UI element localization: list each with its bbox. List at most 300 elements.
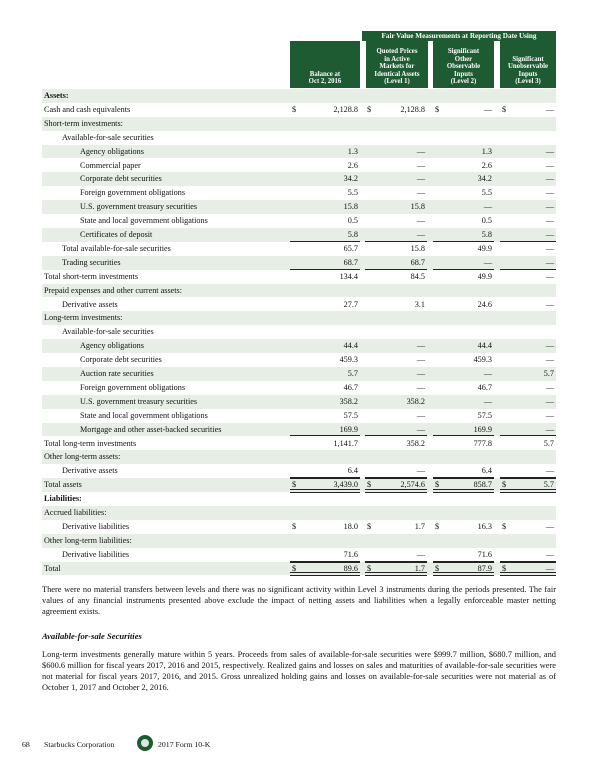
- table-row: [42, 117, 556, 131]
- level1-cell: [365, 145, 427, 159]
- cell-value: 858.7: [473, 480, 492, 490]
- row-label: Derivative assets: [62, 299, 118, 309]
- cell-value: —: [545, 424, 554, 434]
- level3-cell: [500, 89, 556, 103]
- balance-cell: [290, 395, 360, 409]
- currency-symbol: $: [292, 521, 297, 531]
- balance-cell: [290, 172, 360, 186]
- total-top-rule: [500, 478, 556, 479]
- balance-cell: [290, 534, 360, 548]
- total-double-rule: [290, 572, 360, 576]
- cell-value: —: [545, 382, 554, 392]
- level2-cell: [433, 145, 494, 159]
- currency-symbol: $: [502, 104, 507, 114]
- balance-column-header: Balance at Oct 2, 2016: [290, 41, 360, 88]
- level3-cell: [500, 325, 556, 339]
- level3-cell: [500, 242, 556, 256]
- cell-value: —: [545, 104, 554, 114]
- balance-cell: [290, 423, 360, 437]
- row-label: Mortgage and other asset-backed securities: [80, 424, 222, 434]
- cell-value: 5.7: [543, 480, 554, 490]
- table-row: [42, 492, 556, 506]
- row-label: Total assets: [44, 480, 82, 490]
- level3-cell: [500, 381, 556, 395]
- cell-value: 44.4: [343, 341, 358, 351]
- balance-cell: [290, 450, 360, 464]
- cell-value: 169.9: [339, 424, 358, 434]
- cell-value: 84.5: [410, 271, 425, 281]
- level1-cell: [365, 395, 427, 409]
- level1-cell: [365, 367, 427, 381]
- row-label: Short-term investments:: [44, 118, 123, 128]
- cell-value: 71.6: [343, 549, 358, 559]
- level1-cell: [365, 409, 427, 423]
- table-row: [42, 256, 556, 270]
- level2-column-header: Significant Other Observable Inputs (Level 2): [433, 41, 494, 88]
- row-label: Total available-for-sale securities: [62, 243, 171, 253]
- currency-symbol: $: [435, 563, 440, 573]
- table-row: [42, 423, 556, 437]
- page-number: 68: [22, 740, 30, 749]
- level3-cell: [500, 464, 556, 478]
- cell-value: 358.2: [339, 396, 358, 406]
- cell-value: 3,439.0: [333, 480, 358, 490]
- level1-cell: [365, 103, 427, 117]
- cell-value: —: [545, 188, 554, 198]
- cell-value: —: [545, 202, 554, 212]
- table-row: [42, 325, 556, 339]
- level1-column-header: Quoted Prices in Active Markets for Identical Assets (Level 1): [366, 41, 428, 88]
- level1-cell: [365, 478, 427, 492]
- level1-cell: [365, 562, 427, 576]
- cell-value: —: [416, 341, 425, 351]
- level1-cell: [365, 492, 427, 506]
- balance-cell: [290, 214, 360, 228]
- total-top-rule: [290, 562, 360, 563]
- table-row: [42, 89, 556, 103]
- total-top-rule: [500, 562, 556, 563]
- table-row: [42, 381, 556, 395]
- row-label: U.S. government treasury securities: [80, 396, 198, 406]
- table-row: [42, 298, 556, 312]
- table-row: [42, 311, 556, 325]
- level3-cell: [500, 103, 556, 117]
- row-label: Foreign government obligations: [80, 382, 186, 392]
- level2-cell: [433, 423, 494, 437]
- level3-cell: [500, 228, 556, 242]
- row-label: Agency obligations: [80, 146, 144, 156]
- level3-cell: [500, 478, 556, 492]
- cell-value: 0.5: [481, 216, 492, 226]
- level3-cell: [500, 145, 556, 159]
- balance-cell: [290, 520, 360, 534]
- cell-value: 1,141.7: [333, 438, 358, 448]
- cell-value: 6.4: [481, 466, 492, 476]
- cell-value: 358.2: [406, 438, 425, 448]
- table-row: [42, 214, 556, 228]
- cell-value: 6.4: [347, 466, 358, 476]
- level2-cell: [433, 284, 494, 298]
- balance-cell: [290, 311, 360, 325]
- row-label: Auction rate securities: [80, 369, 154, 378]
- table-row: [42, 437, 556, 451]
- fair-value-group-header: Fair Value Measurements at Reporting Date Using: [362, 31, 556, 41]
- currency-symbol: $: [367, 480, 372, 490]
- level2-cell: [433, 562, 494, 576]
- level1-cell: [365, 520, 427, 534]
- cell-value: 46.7: [477, 382, 492, 392]
- row-label: Long-term investments:: [44, 313, 123, 323]
- currency-symbol: $: [367, 563, 372, 573]
- form-name: 2017 Form 10-K: [158, 740, 211, 749]
- cell-value: 46.7: [343, 382, 358, 392]
- level1-cell: [365, 242, 427, 256]
- level1-cell: [365, 270, 427, 284]
- level2-cell: [433, 520, 494, 534]
- level3-cell: [500, 353, 556, 367]
- level1-cell: [365, 214, 427, 228]
- table-row: [42, 478, 556, 492]
- level2-cell: [433, 534, 494, 548]
- currency-symbol: $: [292, 563, 297, 573]
- cell-value: 49.9: [477, 243, 492, 253]
- level2-cell: [433, 172, 494, 186]
- level3-column-header: Significant Unobservable Inputs (Level 3): [500, 41, 556, 88]
- table-row: [42, 242, 556, 256]
- level3-cell: [500, 311, 556, 325]
- row-label: Total long-term investments: [44, 438, 137, 448]
- cell-value: —: [545, 257, 554, 267]
- row-label: Agency obligations: [80, 341, 144, 351]
- level1-cell: [365, 353, 427, 367]
- table-row: [42, 395, 556, 409]
- cell-value: 15.8: [343, 202, 358, 212]
- level3-cell: [500, 409, 556, 423]
- table-row: [42, 145, 556, 159]
- level2-cell: [433, 339, 494, 353]
- balance-cell: [290, 242, 360, 256]
- level2-cell: [433, 548, 494, 562]
- row-label: Corporate debt securities: [80, 355, 162, 365]
- cell-value: —: [545, 410, 554, 420]
- cell-value: —: [545, 146, 554, 156]
- level2-cell: [433, 117, 494, 131]
- cell-value: —: [483, 369, 492, 378]
- level2-cell: [433, 395, 494, 409]
- balance-cell: [290, 367, 360, 381]
- row-label: Derivative liabilities: [62, 549, 130, 559]
- currency-symbol: $: [292, 104, 297, 114]
- level3-cell: [500, 520, 556, 534]
- total-top-rule: [365, 562, 427, 563]
- level2-cell: [433, 186, 494, 200]
- balance-cell: [290, 353, 360, 367]
- cell-value: 49.9: [477, 271, 492, 281]
- row-label: Corporate debt securities: [80, 174, 162, 184]
- cell-value: —: [416, 146, 425, 156]
- cell-value: —: [483, 202, 492, 212]
- cell-value: 3.1: [414, 299, 425, 309]
- cell-value: —: [416, 424, 425, 434]
- level1-cell: [365, 228, 427, 242]
- cell-value: —: [545, 563, 554, 573]
- level1-cell: [365, 200, 427, 214]
- balance-cell: [290, 548, 360, 562]
- row-label: Other long-term assets:: [44, 452, 121, 462]
- cell-value: 5.8: [481, 230, 492, 239]
- row-label: State and local government obligations: [80, 216, 208, 226]
- table-row: [42, 409, 556, 423]
- table-row: [42, 284, 556, 298]
- cell-value: 2,128.8: [400, 104, 425, 114]
- cell-value: —: [545, 271, 554, 281]
- balance-cell: [290, 562, 360, 576]
- row-label: Available-for-sale securities: [62, 327, 154, 337]
- cell-value: 5.7: [347, 369, 358, 378]
- level2-cell: [433, 228, 494, 242]
- cell-value: —: [416, 188, 425, 198]
- level2-cell: [433, 409, 494, 423]
- table-row: [42, 339, 556, 353]
- cell-value: 57.5: [343, 410, 358, 420]
- level1-cell: [365, 381, 427, 395]
- row-label: Trading securities: [62, 257, 121, 267]
- cell-value: 15.8: [410, 202, 425, 212]
- cell-value: 71.6: [477, 549, 492, 559]
- total-top-rule: [433, 478, 494, 479]
- level1-cell: [365, 534, 427, 548]
- level3-cell: [500, 270, 556, 284]
- table-row: [42, 548, 556, 562]
- cell-value: —: [545, 396, 554, 406]
- cell-value: 2.6: [347, 160, 358, 170]
- level2-cell: [433, 89, 494, 103]
- cell-value: —: [545, 466, 554, 476]
- company-name: Starbucks Corporation: [44, 740, 115, 749]
- row-label: Total: [44, 563, 61, 573]
- cell-value: 134.4: [339, 271, 358, 281]
- total-top-rule: [290, 478, 360, 479]
- level1-cell: [365, 89, 427, 103]
- table-row: [42, 353, 556, 367]
- row-label: Total short-term investments: [44, 271, 139, 281]
- level3-cell: [500, 172, 556, 186]
- cell-value: —: [545, 355, 554, 365]
- level1-cell: [365, 172, 427, 186]
- level2-cell: [433, 298, 494, 312]
- level2-cell: [433, 325, 494, 339]
- row-label: Derivative assets: [62, 466, 118, 476]
- cell-value: 18.0: [343, 521, 358, 531]
- total-top-rule: [365, 478, 427, 479]
- level1-cell: [365, 450, 427, 464]
- level3-cell: [500, 159, 556, 173]
- level1-cell: [365, 284, 427, 298]
- cell-value: —: [416, 549, 425, 559]
- level3-cell: [500, 534, 556, 548]
- level3-cell: [500, 200, 556, 214]
- level2-cell: [433, 270, 494, 284]
- balance-cell: [290, 339, 360, 353]
- table-row: [42, 534, 556, 548]
- level2-cell: [433, 437, 494, 451]
- level2-cell: [433, 478, 494, 492]
- table-row: [42, 520, 556, 534]
- cell-value: 1.7: [414, 563, 425, 573]
- level1-cell: [365, 548, 427, 562]
- level3-cell: [500, 214, 556, 228]
- balance-cell: [290, 228, 360, 242]
- cell-value: 1.3: [347, 146, 358, 156]
- row-label: Certificates of deposit: [80, 230, 153, 239]
- balance-cell: [290, 186, 360, 200]
- level1-cell: [365, 437, 427, 451]
- row-label: Assets:: [44, 91, 69, 100]
- balance-cell: [290, 103, 360, 117]
- cell-value: 459.3: [339, 355, 358, 365]
- cell-value: 34.2: [343, 174, 358, 184]
- cell-value: —: [545, 160, 554, 170]
- level2-cell: [433, 200, 494, 214]
- row-label: Prepaid expenses and other current assets:: [44, 285, 183, 295]
- level3-cell: [500, 131, 556, 145]
- cell-value: —: [416, 160, 425, 170]
- level3-cell: [500, 423, 556, 437]
- level2-cell: [433, 464, 494, 478]
- row-label: Other long-term liabilities:: [44, 535, 132, 545]
- level2-cell: [433, 506, 494, 520]
- balance-cell: [290, 145, 360, 159]
- table-row: [42, 131, 556, 145]
- row-label: Available-for-sale securities: [62, 132, 154, 142]
- cell-value: —: [416, 230, 425, 239]
- row-label: Cash and cash equivalents: [44, 104, 131, 114]
- level3-cell: [500, 562, 556, 576]
- table-row: [42, 562, 556, 576]
- row-label: Derivative liabilities: [62, 521, 130, 531]
- currency-symbol: $: [367, 104, 372, 114]
- cell-value: —: [545, 216, 554, 226]
- currency-symbol: $: [502, 563, 507, 573]
- level2-cell: [433, 450, 494, 464]
- balance-cell: [290, 270, 360, 284]
- cell-value: 5.8: [347, 230, 358, 239]
- cell-value: 5.7: [543, 369, 554, 378]
- cell-value: —: [545, 243, 554, 253]
- cell-value: —: [416, 216, 425, 226]
- level3-cell: [500, 437, 556, 451]
- cell-value: 169.9: [473, 424, 492, 434]
- cell-value: —: [483, 257, 492, 267]
- cell-value: 24.6: [477, 299, 492, 309]
- cell-value: 16.3: [477, 521, 492, 531]
- currency-symbol: $: [435, 521, 440, 531]
- row-label: Accrued liabilities:: [44, 508, 107, 517]
- currency-symbol: $: [435, 104, 440, 114]
- cell-value: 57.5: [477, 410, 492, 420]
- balance-cell: [290, 131, 360, 145]
- cell-value: 5.7: [543, 438, 554, 448]
- cell-value: —: [545, 299, 554, 309]
- balance-cell: [290, 464, 360, 478]
- level1-cell: [365, 298, 427, 312]
- level1-cell: [365, 423, 427, 437]
- row-label: Foreign government obligations: [80, 188, 186, 198]
- cell-value: 44.4: [477, 341, 492, 351]
- cell-value: —: [416, 174, 425, 184]
- level1-cell: [365, 506, 427, 520]
- cell-value: 27.7: [343, 299, 358, 309]
- currency-symbol: $: [367, 521, 372, 531]
- total-double-rule: [500, 572, 556, 576]
- balance-cell: [290, 159, 360, 173]
- cell-value: —: [483, 396, 492, 406]
- level1-cell: [365, 325, 427, 339]
- cell-value: —: [416, 410, 425, 420]
- cell-value: —: [483, 104, 492, 114]
- level2-cell: [433, 353, 494, 367]
- cell-value: 65.7: [343, 243, 358, 253]
- row-label: U.S. government treasury securities: [80, 202, 198, 212]
- level2-cell: [433, 311, 494, 325]
- total-top-rule: [433, 562, 494, 563]
- level2-cell: [433, 492, 494, 506]
- balance-cell: [290, 298, 360, 312]
- section-heading: Available-for-sale Securities: [42, 631, 142, 641]
- level3-cell: [500, 117, 556, 131]
- balance-cell: [290, 381, 360, 395]
- level1-cell: [365, 186, 427, 200]
- table-row: [42, 186, 556, 200]
- cell-value: 2,128.8: [333, 104, 358, 114]
- balance-cell: [290, 200, 360, 214]
- cell-value: —: [545, 174, 554, 184]
- cell-value: —: [416, 466, 425, 476]
- level3-cell: [500, 186, 556, 200]
- cell-value: —: [416, 382, 425, 392]
- level3-cell: [500, 339, 556, 353]
- cell-value: 777.8: [473, 438, 492, 448]
- cell-value: 68.7: [343, 257, 358, 267]
- level2-cell: [433, 214, 494, 228]
- cell-value: 1.3: [481, 146, 492, 156]
- table-row: [42, 506, 556, 520]
- table-row: [42, 367, 556, 381]
- level1-cell: [365, 256, 427, 270]
- table-row: [42, 159, 556, 173]
- currency-symbol: $: [502, 480, 507, 490]
- balance-cell: [290, 284, 360, 298]
- table-row: [42, 464, 556, 478]
- level2-cell: [433, 103, 494, 117]
- currency-symbol: $: [292, 480, 297, 490]
- table-row: [42, 228, 556, 242]
- cell-value: —: [545, 521, 554, 531]
- level3-cell: [500, 395, 556, 409]
- balance-cell: [290, 492, 360, 506]
- level1-cell: [365, 117, 427, 131]
- cell-value: 87.9: [477, 563, 492, 573]
- level3-cell: [500, 548, 556, 562]
- level2-cell: [433, 256, 494, 270]
- currency-symbol: $: [502, 521, 507, 531]
- balance-cell: [290, 437, 360, 451]
- balance-cell: [290, 409, 360, 423]
- level2-cell: [433, 367, 494, 381]
- level3-cell: [500, 506, 556, 520]
- table-row: [42, 270, 556, 284]
- row-label: State and local government obligations: [80, 410, 208, 420]
